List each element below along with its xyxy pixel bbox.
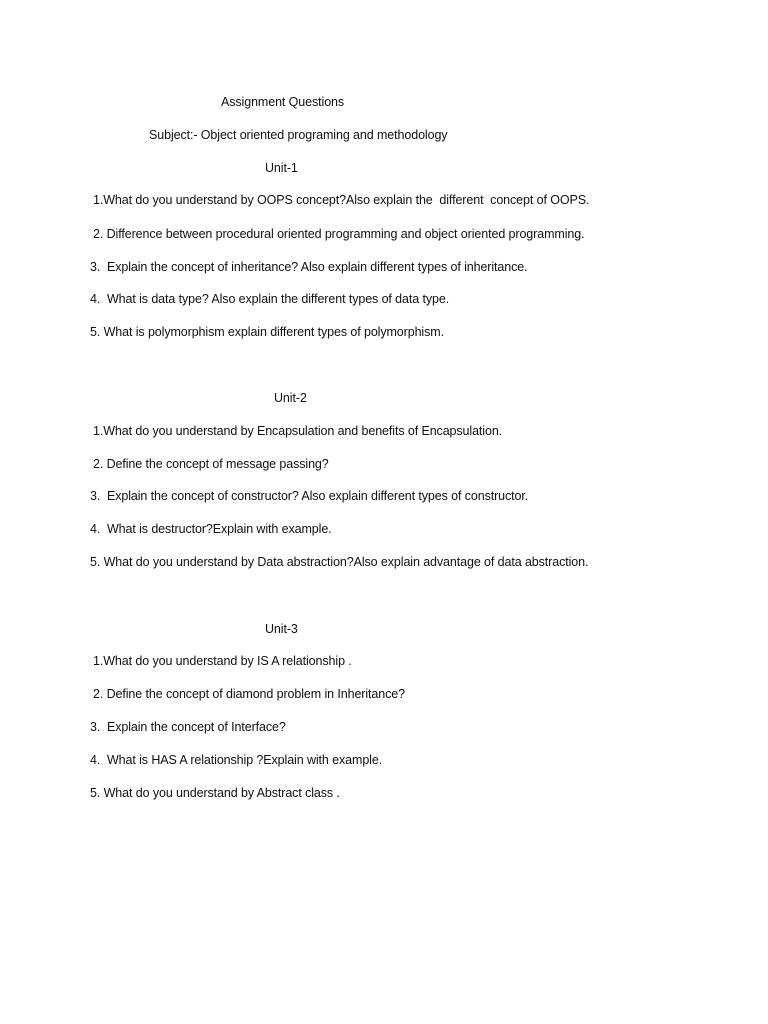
unit-heading: Unit-3 [265, 622, 298, 636]
question-item: 3. Explain the concept of Interface? [90, 720, 286, 734]
question-item: 5. What do you understand by Data abstraction?Also explain advantage of data abstraction. [90, 555, 589, 569]
question-item: 1.What do you understand by OOPS concept?Also explain the different concept of OOPS. [93, 193, 590, 207]
unit-heading: Unit-1 [265, 161, 298, 175]
question-item: 4. What is destructor?Explain with example. [90, 522, 332, 536]
document-title: Assignment Questions [221, 95, 345, 109]
question-item: 2. Define the concept of diamond problem in Inheritance? [93, 687, 405, 701]
question-item: 5. What do you understand by Abstract class . [90, 786, 340, 800]
question-item: 3. Explain the concept of constructor? Also explain different types of constructor. [90, 489, 529, 503]
question-item: 1.What do you understand by IS A relationship . [93, 654, 352, 668]
document-subject: Subject:- Object oriented programing and methodology [149, 128, 448, 142]
unit-heading: Unit-2 [274, 391, 307, 405]
question-item: 4. What is data type? Also explain the different types of data type. [90, 292, 450, 306]
question-item: 3. Explain the concept of inheritance? Also explain different types of inheritance. [90, 260, 528, 274]
question-item: 5. What is polymorphism explain different types of polymorphism. [90, 325, 444, 339]
question-item: 4. What is HAS A relationship ?Explain with example. [90, 753, 383, 767]
question-item: 1.What do you understand by Encapsulation and benefits of Encapsulation. [93, 424, 503, 438]
question-item: 2. Difference between procedural oriented programming and object oriented programming. [93, 227, 585, 241]
question-item: 2. Define the concept of message passing? [93, 457, 329, 471]
